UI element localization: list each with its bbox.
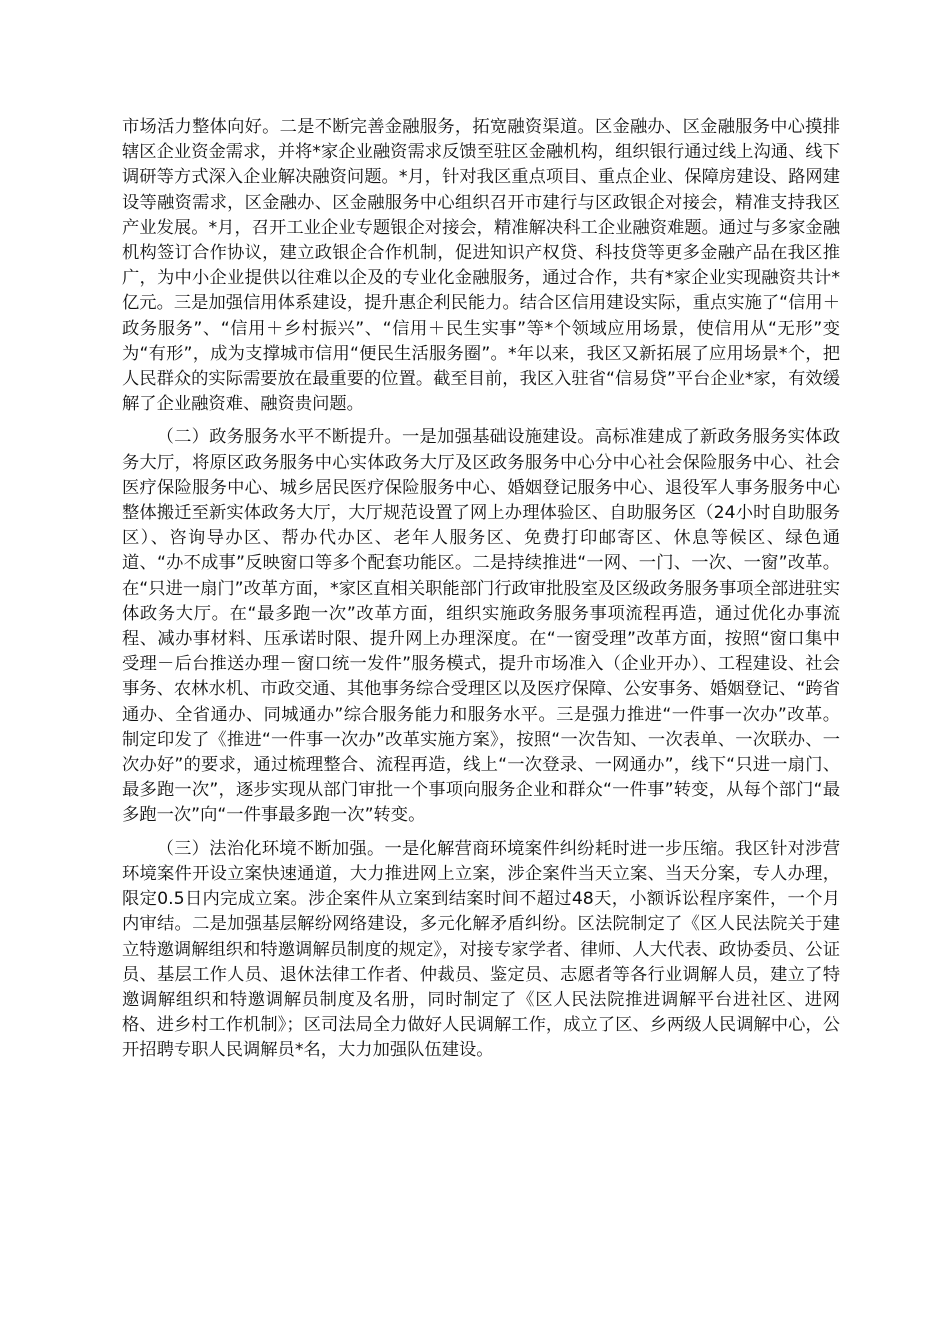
paragraph-government-services: （二）政务服务水平不断提升。一是加强基础设施建设。高标准建成了新政务服务实体政务大厅，将原区政务服务中心实体政务大厅及区政务服务中心分中心社会保险服务中心、社会医疗保险服务中心、城乡居民医疗保险服务中心、婚姻登记服务中心、退役军人事务服务中心整体搬迁至新实体政务大厅，大厅规范设置了网上办理体验区、自助服务区（24小时自助服务区）、咨询导办区、帮办代办区、老年人服务区、免费打印邮寄区、休息等候区、绿色通道、“办不成事”反映窗口等多个配套功能区。二是持续推进“一网、一门、一次、一窗”改革。在“只进一扇门”改革方面，*家区直相关职能部门行政审批股室及区级政务服务事项全部进驻实体政务大厅。在“最多跑一次”改革方面，组织实施政务服务事项流程再造，通过优化办事流程、减办事材料、压承诺时限、提升网上办理深度。在“一窗受理”改革方面，按照“窗口集中受理－后台推送办理－窗口统一发件”服务模式，提升市场准入（企业开办）、工程建设、社会事务、农林水机、市政交通、其他事务综合受理区以及医疗保障、公安事务、婚姻登记、“跨省通办、全省通办、同城通办”综合服务能力和服务水平。三是强力推进“一件事一次办”改革。制定印发了《推进“一件事一次办”改革实施方案》，按照“一次告知、一次表单、一次联办、一次办好”的要求，通过梳理整合、流程再造，线上“一次登录、一网通办”，线下“只进一扇门、最多跑一次”，逐步实现从部门审批一个事项向服务企业和群众“一件事”转变，从每个部门“最多跑一次”向“一件事最多跑一次”转变。 [122,427,840,826]
paragraph-legal-environment: （三）法治化环境不断加强。一是化解营商环境案件纠纷耗时进一步压缩。我区针对涉营环境案件开设立案快速通道，大力推进网上立案，涉企案件当天立案、当天分案，专人办理，限定0.5日内完成立案。涉企案件从立案到结案时间不超过48天，小额诉讼程序案件，一个月内审结。二是加强基层解纷网络建设，多元化解矛盾纠纷。区法院制定了《区人民法院关于建立特邀调解组织和特邀调解员制度的规定》，对接专家学者、律师、人大代表、政协委员、公证员、基层工作人员、退休法律工作者、仲裁员、鉴定员、志愿者等各行业调解人员，建立了特邀调解组织和特邀调解员制度及名册，同时制定了《区人民法院推进调解平台进社区、进网格、进乡村工作机制》；区司法局全力做好人民调解工作，成立了区、乡两级人民调解中心，公开招聘专职人民调解员*名，大力加强队伍建设。 [122,838,840,1061]
paragraph-financial-services: 市场活力整体向好。二是不断完善金融服务，拓宽融资渠道。区金融办、区金融服务中心摸排辖区企业资金需求，并将*家企业融资需求反馈至驻区金融机构，组织银行通过线上沟通、线下调研等方式深入企业解决融资问题。*月，针对我区重点项目、重点企业、保障房建设、路网建设等融资需求，区金融办、区金融服务中心组织召开市建行与区政银企对接会，精准支持我区产业发展。*月，召开工业企业专题银企对接会，精准解决科工企业融资难题。通过与多家金融机构签订合作协议，建立政银企合作机制，促进知识产权贷、科技贷等更多金融产品在我区推广，为中小企业提供以往难以企及的专业化金融服务，通过合作，共有*家企业实现融资共计*亿元。三是加强信用体系建设，提升惠企利民能力。结合区信用建设实际，重点实施了“信用＋政务服务”、“信用＋乡村振兴”、“信用＋民生实事”等*个领域应用场景，使信用从“无形”变为“有形”，成为支撑城市信用“便民生活服务圈”。*年以来，我区又新拓展了应用场景*个，把人民群众的实际需要放在最重要的位置。截至目前，我区入驻省“信易贷”平台企业*家，有效缓解了企业融资难、融资贵问题。 [122,117,840,415]
document-page [122,115,840,1064]
